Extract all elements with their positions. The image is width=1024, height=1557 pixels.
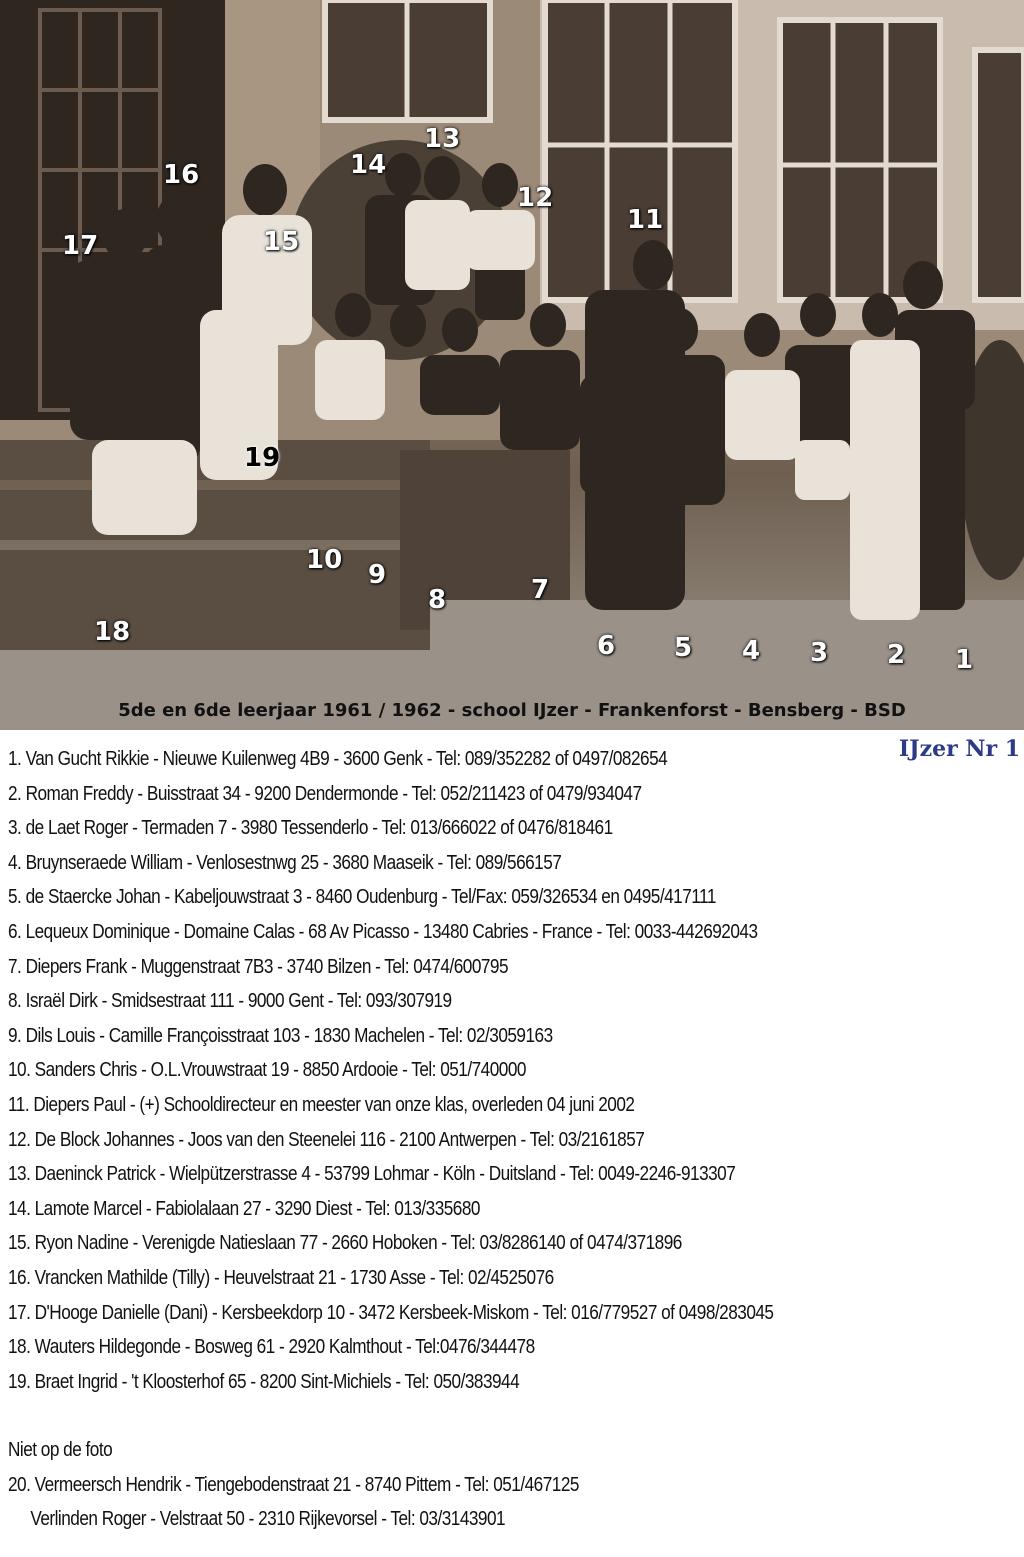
roster-entry: 3. de Laet Roger - Termaden 7 - 3980 Tessenderlo - Tel: 013/666022 of 0476/818461	[8, 817, 613, 840]
roster-entry: 10. Sanders Chris - O.L.Vrouwstraat 19 - 8850 Ardooie - Tel: 051/740000	[8, 1059, 526, 1082]
photo-scene	[0, 0, 1024, 730]
person-number-8: 8	[428, 585, 447, 615]
person-number-3: 3	[810, 638, 829, 668]
person-number-16: 16	[163, 160, 200, 190]
photo-badge: IJzer Nr 1	[898, 736, 1020, 762]
person-number-7: 7	[531, 575, 550, 605]
person-number-14: 14	[350, 150, 387, 180]
person-number-13: 13	[424, 124, 461, 154]
person-number-15: 15	[263, 227, 300, 257]
roster-entry: 1. Van Gucht Rikkie - Nieuwe Kuilenweg 4B9 - 3600 Genk - Tel: 089/352282 of 0497/082654	[8, 748, 668, 770]
person-number-4: 4	[742, 636, 761, 666]
person-number-19: 19	[244, 443, 281, 473]
roster-entry: 11. Diepers Paul - (+) Schooldirecteur en meester van onze klas, overleden 04 juni 2002	[8, 1093, 635, 1116]
person-number-17: 17	[62, 231, 99, 261]
roster-entry: 8. Israël Dirk - Smidsestraat 111 - 9000 Gent - Tel: 093/307919	[8, 990, 452, 1013]
roster-entry-extra: 20. Vermeersch Hendrik - Tiengebodenstraat 21 - 8740 Pittem - Tel: 051/467125	[8, 1473, 579, 1496]
person-number-10: 10	[306, 545, 343, 575]
not-in-photo-heading: Niet op de foto	[8, 1439, 113, 1462]
person-number-5: 5	[674, 633, 693, 663]
roster-entry: 18. Wauters Hildegonde - Bosweg 61 - 2920 Kalmthout - Tel:0476/344478	[8, 1336, 535, 1359]
roster-entry: 2. Roman Freddy - Buisstraat 34 - 9200 Dendermonde - Tel: 052/211423 of 0479/934047	[8, 782, 642, 805]
person-number-18: 18	[94, 617, 131, 647]
person-number-6: 6	[597, 631, 616, 661]
class-photo	[0, 0, 1024, 730]
roster-spacer	[8, 1399, 782, 1433]
roster-entry: 14. Lamote Marcel - Fabiolalaan 27 - 3290 Diest - Tel: 013/335680	[8, 1197, 480, 1220]
person-number-2: 2	[887, 640, 906, 670]
roster-entry: 12. De Block Johannes - Joos van den Steenelei 116 - 2100 Antwerpen - Tel: 03/2161857	[8, 1128, 645, 1151]
roster-entry: 4. Bruynseraede William - Venlosestnwg 25 - 3680 Maaseik - Tel: 089/566157	[8, 851, 562, 874]
roster-entry: 5. de Staercke Johan - Kabeljouwstraat 3 - 8460 Oudenburg - Tel/Fax: 059/326534 en 0495/417111	[8, 886, 716, 909]
person-number-9: 9	[368, 560, 387, 590]
person-number-1: 1	[955, 645, 974, 675]
photo-caption: 5de en 6de leerjaar 1961 / 1962 - school IJzer - Frankenforst - Bensberg - BSD	[118, 700, 906, 721]
person-number-12: 12	[517, 183, 554, 213]
roster-entry: 13. Daeninck Patrick - Wielpützerstrasse 4 - 53799 Lohmar - Köln - Duitsland - Tel: 0049-2246-913307	[8, 1163, 736, 1186]
roster-entry: 17. D'Hooge Danielle (Dani) - Kersbeekdorp 10 - 3472 Kersbeek-Miskom - Tel: 016/779527 of 0498/283045	[8, 1301, 774, 1324]
person-number-11: 11	[627, 205, 664, 235]
roster-list	[8, 742, 782, 1537]
roster-entry: 16. Vrancken Mathilde (Tilly) - Heuvelstraat 21 - 1730 Asse - Tel: 02/4525076	[8, 1266, 554, 1289]
roster-entry: 7. Diepers Frank - Muggenstraat 7B3 - 3740 Bilzen - Tel: 0474/600795	[8, 955, 509, 978]
roster-entry: 9. Dils Louis - Camille Françoisstraat 103 - 1830 Machelen - Tel: 02/3059163	[8, 1024, 553, 1047]
roster-entry-extra: Verlinden Roger - Velstraat 50 - 2310 Rijkevorsel - Tel: 03/3143901	[30, 1508, 506, 1531]
roster-entry: 6. Lequeux Dominique - Domaine Calas - 68 Av Picasso - 13480 Cabries - France - Tel: 0033-442692043	[8, 920, 758, 943]
roster-entry: 15. Ryon Nadine - Verenigde Natieslaan 77 - 2660 Hoboken - Tel: 03/8286140 of 0474/371896	[8, 1232, 682, 1255]
roster-entry: 19. Braet Ingrid - 't Kloosterhof 65 - 8200 Sint-Michiels - Tel: 050/383944	[8, 1370, 520, 1393]
